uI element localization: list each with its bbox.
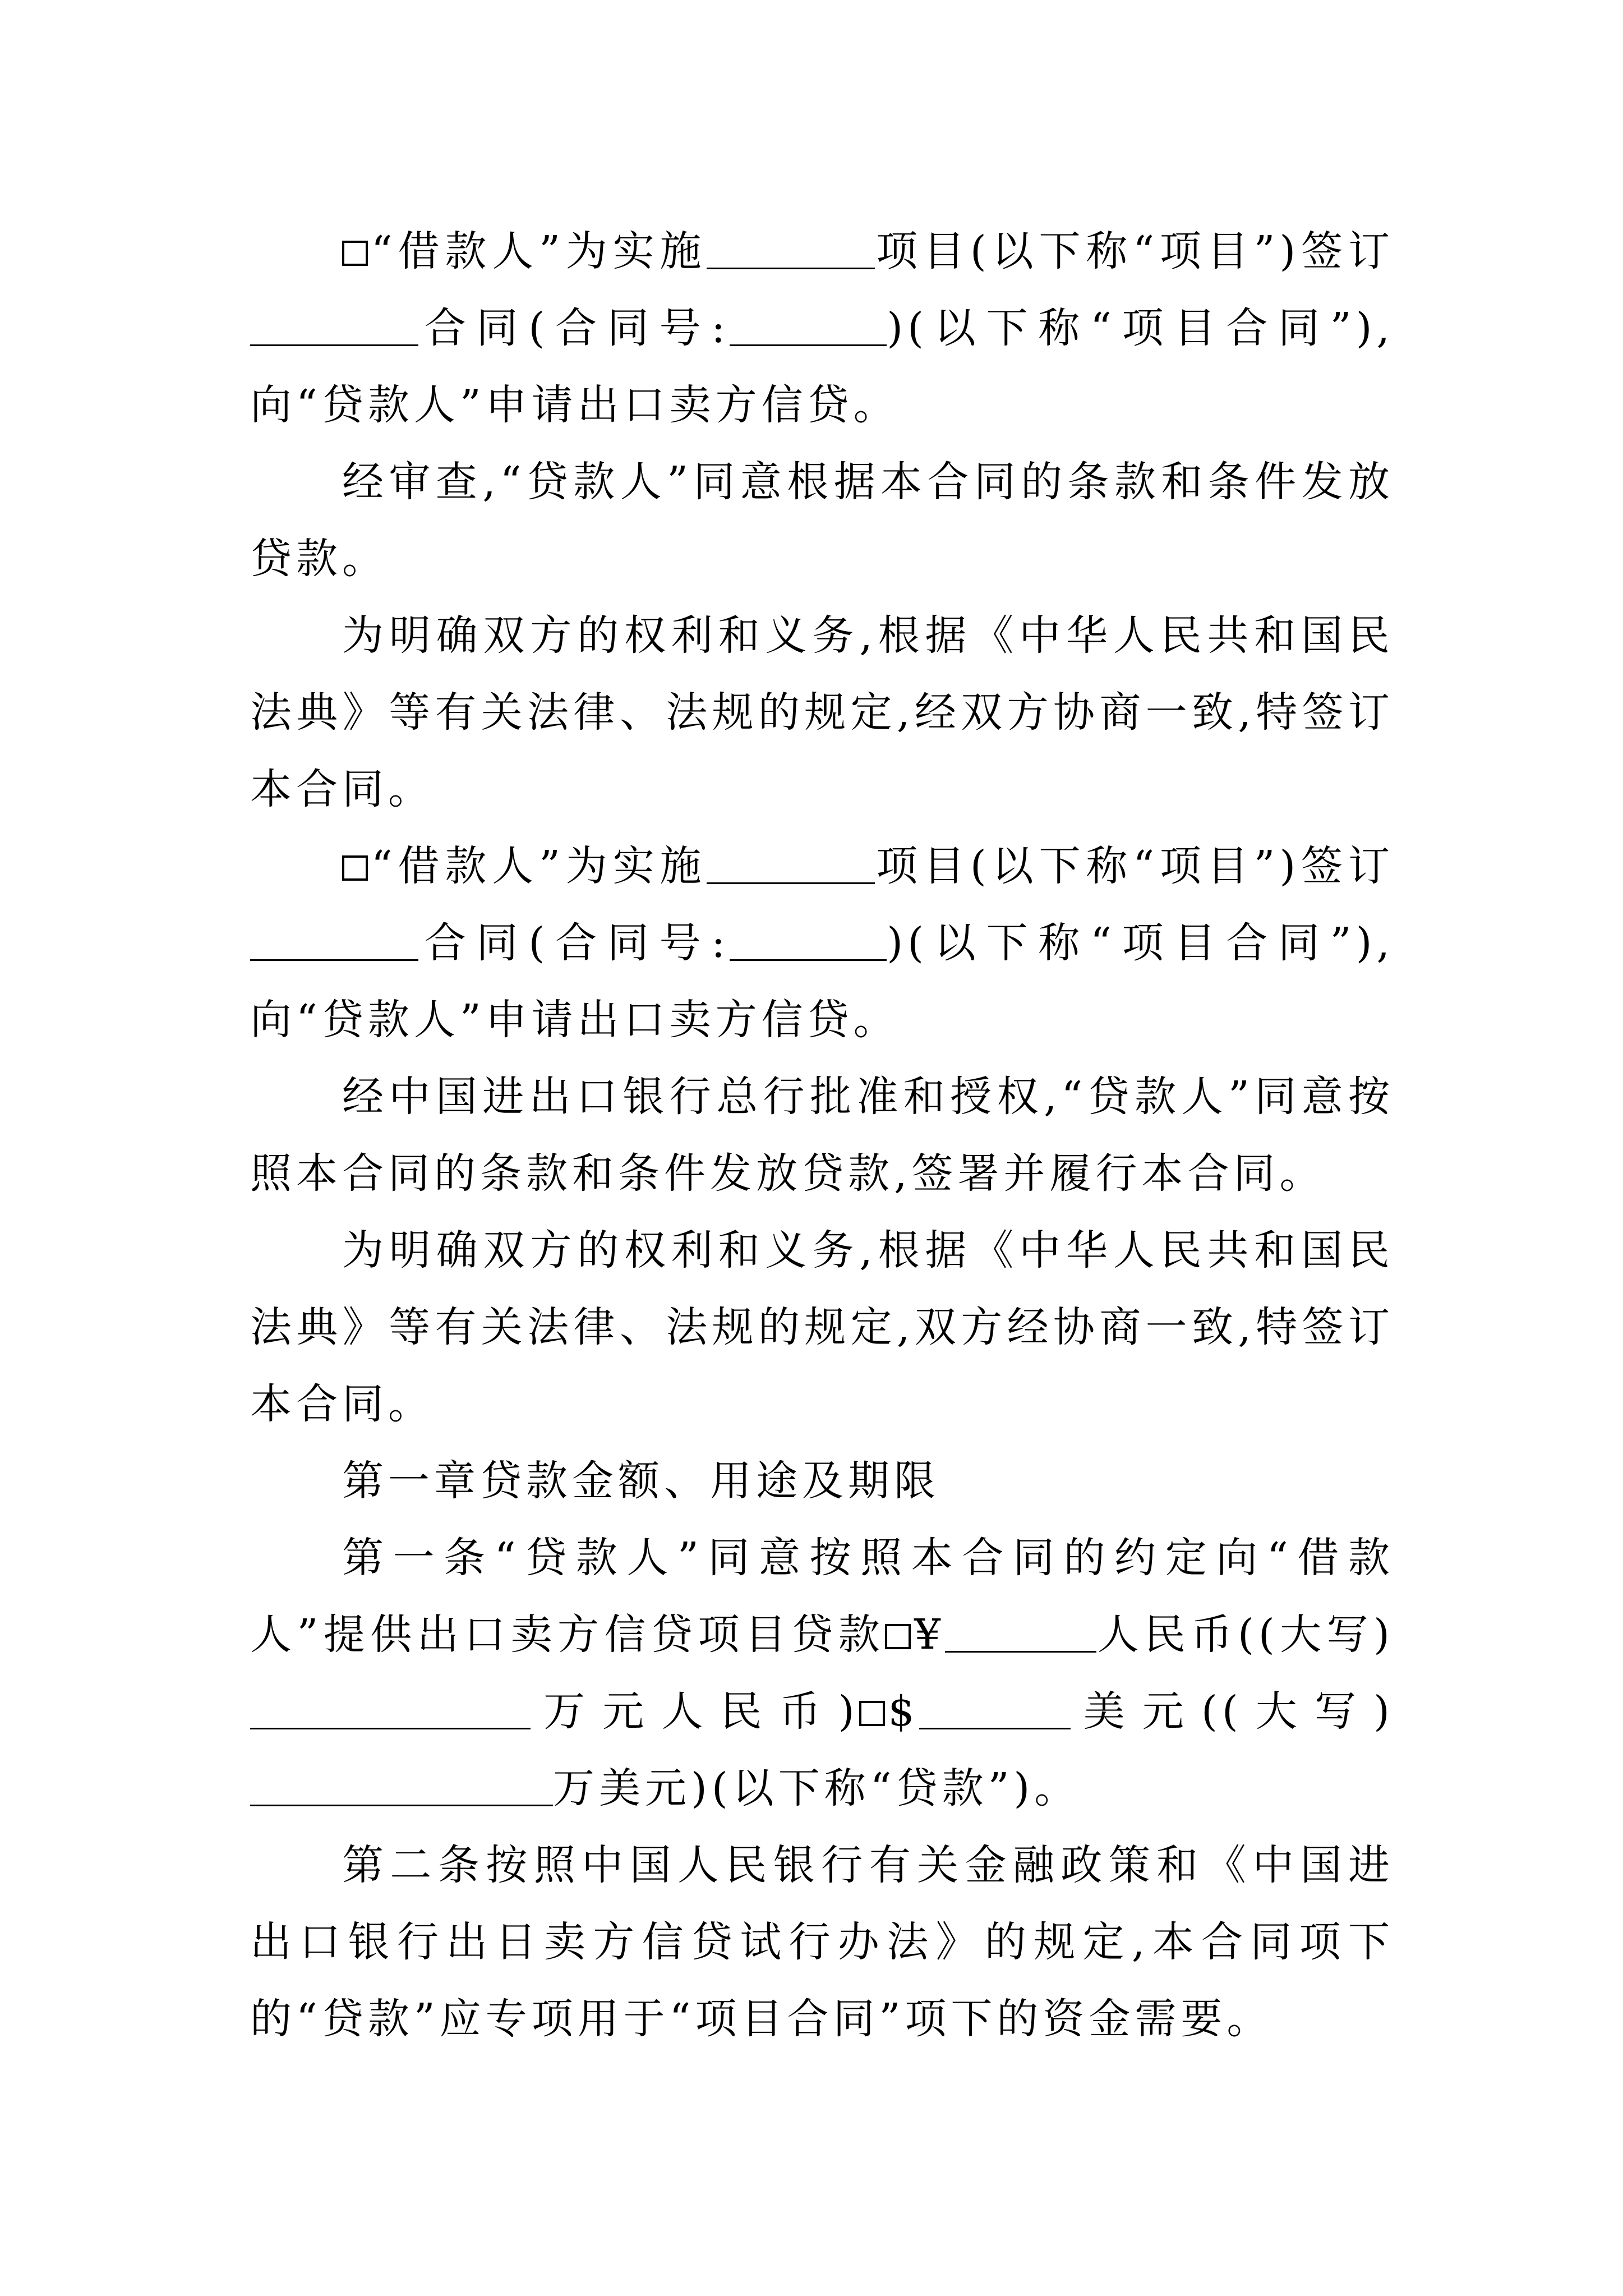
- text: 万美元)(以下称“贷款”)。: [553, 1764, 1081, 1812]
- blank-rmb-amount[interactable]: [945, 1614, 1096, 1653]
- blank-project-name[interactable]: [707, 845, 875, 885]
- blank-usd-uppercase[interactable]: [250, 1768, 553, 1807]
- text: 美元((大写): [1070, 1687, 1394, 1736]
- paragraph-borrower-project-2: [250, 828, 1394, 1059]
- text: “借款人”为实施: [371, 227, 707, 275]
- paragraph-borrower-project-1: [250, 213, 1394, 444]
- document-body: [250, 213, 1394, 2058]
- blank-rmb-uppercase[interactable]: [250, 1691, 531, 1730]
- blank-project-name[interactable]: [707, 231, 875, 270]
- paragraph-review: 经审查,“贷款人”同意根据本合同的条款和条件发放贷款。: [250, 458, 1394, 583]
- text: 人民币((大写): [1096, 1611, 1394, 1659]
- text: 第一条“贷款人”同意按照本合同的约定向“借款人”提供出口卖方信贷项目贷款: [250, 1534, 1394, 1659]
- paragraph-purpose-2: 为明确双方的权利和义务,根据《中华人民共和国民法典》等有关法律、法规的规定,双方经协商一致,特签订本合同。: [250, 1226, 1394, 1428]
- blank-contract-name[interactable]: [250, 922, 418, 961]
- checkbox-rmb[interactable]: [885, 1624, 911, 1650]
- chapter-heading: 第一章贷款金额、用途及期限: [342, 1457, 940, 1505]
- text: )(以下称“项目合同”),向“贷款人”申请出口卖方信贷。: [250, 304, 1394, 429]
- checkbox[interactable]: [342, 855, 368, 881]
- text: 合同(合同号:: [418, 304, 730, 352]
- text: “借款人”为实施: [371, 842, 707, 890]
- currency-symbol-usd: $: [888, 1687, 919, 1736]
- blank-contract-name[interactable]: [250, 307, 418, 347]
- text: 万元人民币): [531, 1687, 859, 1736]
- text: )(以下称“项目合同”),向“贷款人”申请出口卖方信贷。: [250, 919, 1394, 1044]
- currency-symbol-rmb: ¥: [914, 1611, 946, 1659]
- blank-contract-number[interactable]: [730, 922, 887, 961]
- text: 项目(以下称“项目”)签订: [875, 227, 1394, 275]
- text: 合同(合同号:: [418, 919, 730, 967]
- checkbox-usd[interactable]: [859, 1701, 885, 1727]
- text: 项目(以下称“项目”)签订: [875, 842, 1394, 890]
- blank-usd-amount[interactable]: [919, 1691, 1071, 1730]
- blank-contract-number[interactable]: [730, 307, 887, 347]
- article-1: [250, 1520, 1394, 1827]
- article-2: 第二条按照中国人民银行有关金融政策和《中国进出口银行出日卖方信贷试行办法》的规定,本合同项下的“贷款”应专项用于“项目合同”项下的资金需要。: [250, 1841, 1394, 2043]
- paragraph-approval: 经中国进出口银行总行批准和授权,“贷款人”同意按照本合同的条款和条件发放贷款,签署并履行本合同。: [250, 1073, 1394, 1198]
- checkbox[interactable]: [342, 241, 368, 266]
- paragraph-purpose-1: 为明确双方的权利和义务,根据《中华人民共和国民法典》等有关法律、法规的规定,经双方协商一致,特签订本合同。: [250, 611, 1394, 813]
